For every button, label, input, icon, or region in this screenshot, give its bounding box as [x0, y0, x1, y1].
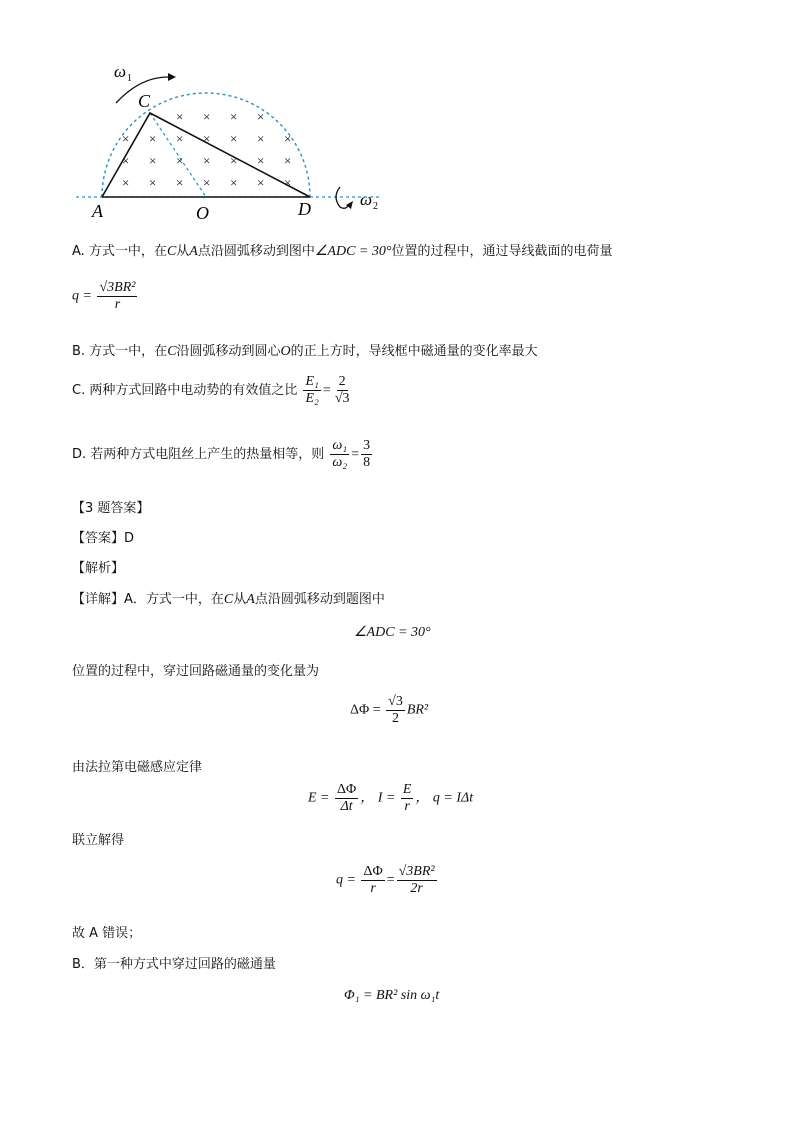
- option-c-rnum: 2: [338, 374, 346, 389]
- field-cross-icon: ×: [149, 131, 157, 146]
- e-lhs: E =: [308, 790, 330, 806]
- omega1-label: ω: [114, 62, 127, 81]
- flux-change-text: 位置的过程中，穿过回路磁通量的变化量为: [72, 664, 320, 679]
- q-den1: r: [370, 881, 376, 896]
- detail-c: C: [223, 592, 234, 607]
- faraday-equation: [308, 782, 473, 815]
- omega2-subscript: 2: [373, 201, 378, 212]
- q-definition: ， q = IΔt: [415, 790, 474, 806]
- flux-lhs: ΔΦ =: [350, 702, 381, 718]
- omega1-subscript: 1: [127, 73, 132, 84]
- option-a-a: A: [189, 244, 198, 259]
- option-b-o: O: [280, 344, 291, 359]
- field-cross-icon: ×: [257, 153, 265, 168]
- physics-figure: [70, 55, 400, 225]
- field-cross-icon: ×: [149, 175, 157, 190]
- option-a-formula-lhs: q =: [72, 288, 92, 304]
- flux-den: 2: [391, 711, 399, 726]
- a-wrong-text: 故 A 错误；: [72, 926, 142, 941]
- option-a-formula: [72, 280, 139, 313]
- combine-text: 联立解得: [72, 833, 125, 848]
- option-a-formula-den: r: [114, 297, 121, 312]
- field-cross-icon: ×: [284, 131, 292, 146]
- flux-num: √3: [388, 694, 403, 709]
- phi-equation: Φ₁ = BR² sin ω₁t: [344, 988, 440, 1003]
- label-a: A: [92, 201, 103, 221]
- field-cross-icon: ×: [122, 153, 130, 168]
- field-cross-icon: ×: [284, 175, 292, 190]
- detail-intro: 【详解】A．方式一中，在: [72, 592, 224, 607]
- option-b: [72, 340, 538, 360]
- field-cross-icon: ×: [176, 109, 184, 124]
- b-explanation-text: B．第一种方式中穿过回路的磁通量: [72, 957, 276, 972]
- faraday-text: 由法拉第电磁感应定律: [72, 760, 203, 775]
- field-cross-icon: ×: [257, 109, 265, 124]
- field-cross-icon: ×: [149, 153, 157, 168]
- answer-header: 【3 题答案】: [72, 501, 150, 516]
- q-num1: ΔΦ: [363, 864, 383, 879]
- charge-equation: [336, 864, 439, 897]
- option-d-den: ω₂: [332, 455, 348, 470]
- option-a-angle: ∠ADC = 30°: [314, 244, 392, 259]
- option-b-rest: 沿圆弧移动到圆心: [176, 344, 281, 359]
- answer-line: 【答案】D: [72, 531, 135, 546]
- option-a-end: 位置的过程中，通过导线截面的电荷量: [391, 244, 613, 259]
- field-cross-icon: ×: [230, 109, 238, 124]
- option-a-rest: 点沿圆弧移动到图中: [197, 244, 315, 259]
- analysis-header: 【解析】: [72, 561, 125, 576]
- detail-a: A: [246, 592, 255, 607]
- option-a: [72, 240, 613, 260]
- option-d: [72, 438, 374, 471]
- q-lhs: q =: [336, 872, 356, 888]
- label-c: C: [138, 91, 151, 111]
- option-d-rnum: 3: [363, 438, 371, 453]
- field-cross-icon: ×: [203, 131, 211, 146]
- field-cross-icon: ×: [203, 153, 211, 168]
- field-cross-icon: ×: [230, 175, 238, 190]
- option-b-text: B. 方式一中，在: [72, 344, 168, 359]
- i-num: E: [402, 782, 412, 797]
- q-den2: 2r: [410, 881, 423, 896]
- field-cross-icon: ×: [122, 131, 130, 146]
- field-cross-icon: ×: [257, 131, 265, 146]
- field-cross-icon: ×: [230, 131, 238, 146]
- field-cross-icon: ×: [257, 175, 265, 190]
- i-den: r: [404, 799, 410, 814]
- label-o: O: [196, 203, 209, 223]
- field-cross-icon: ×: [176, 175, 184, 190]
- option-a-c: C: [166, 244, 177, 259]
- omega1-arrowhead-icon: [168, 73, 176, 81]
- detail-line: [72, 588, 385, 608]
- option-c-rden: √3: [334, 391, 350, 406]
- e-den: Δt: [340, 799, 353, 814]
- flux-rhs: BR²: [406, 702, 429, 718]
- flux-equation: [350, 694, 428, 727]
- field-cross-icon: ×: [203, 175, 211, 190]
- i-lhs: ， I =: [360, 790, 396, 806]
- omega2-label: ω: [360, 190, 373, 209]
- e-num: ΔΦ: [337, 782, 357, 797]
- option-c-den: E₂: [305, 391, 319, 406]
- field-cross-icon: ×: [203, 109, 211, 124]
- field-cross-icon: ×: [122, 175, 130, 190]
- option-c: [72, 374, 354, 407]
- option-b-c: C: [167, 344, 177, 359]
- q-eq2: =: [386, 872, 395, 888]
- option-a-mid: 从: [176, 244, 190, 259]
- q-num2: √3BR²: [398, 864, 435, 879]
- option-c-eq: =: [322, 383, 331, 398]
- option-d-eq: =: [351, 447, 360, 462]
- label-d: D: [298, 199, 311, 219]
- field-cross-icon: ×: [284, 153, 292, 168]
- option-a-formula-num: √3BR²: [99, 280, 136, 295]
- option-c-text: C. 两种方式回路中电动势的有效值之比: [72, 383, 298, 398]
- field-cross-icon: ×: [176, 153, 184, 168]
- option-b-end: 的正上方时，导线框中磁通量的变化率最大: [290, 344, 538, 359]
- option-c-num: E₁: [305, 374, 319, 389]
- field-cross-icon: ×: [230, 153, 238, 168]
- option-d-text: D. 若两种方式电阻丝上产生的热量相等，则: [72, 447, 325, 462]
- option-a-text: A. 方式一中，在: [72, 244, 167, 259]
- option-d-rden: 8: [363, 455, 371, 470]
- detail-rest: 点沿圆弧移动到题图中: [254, 592, 385, 607]
- field-cross-icon: ×: [176, 131, 184, 146]
- angle-equation: ∠ADC = 30°: [354, 625, 431, 640]
- magnetic-field-crosses: [122, 109, 291, 190]
- option-d-num: ω₁: [332, 438, 348, 453]
- detail-mid: 从: [233, 592, 247, 607]
